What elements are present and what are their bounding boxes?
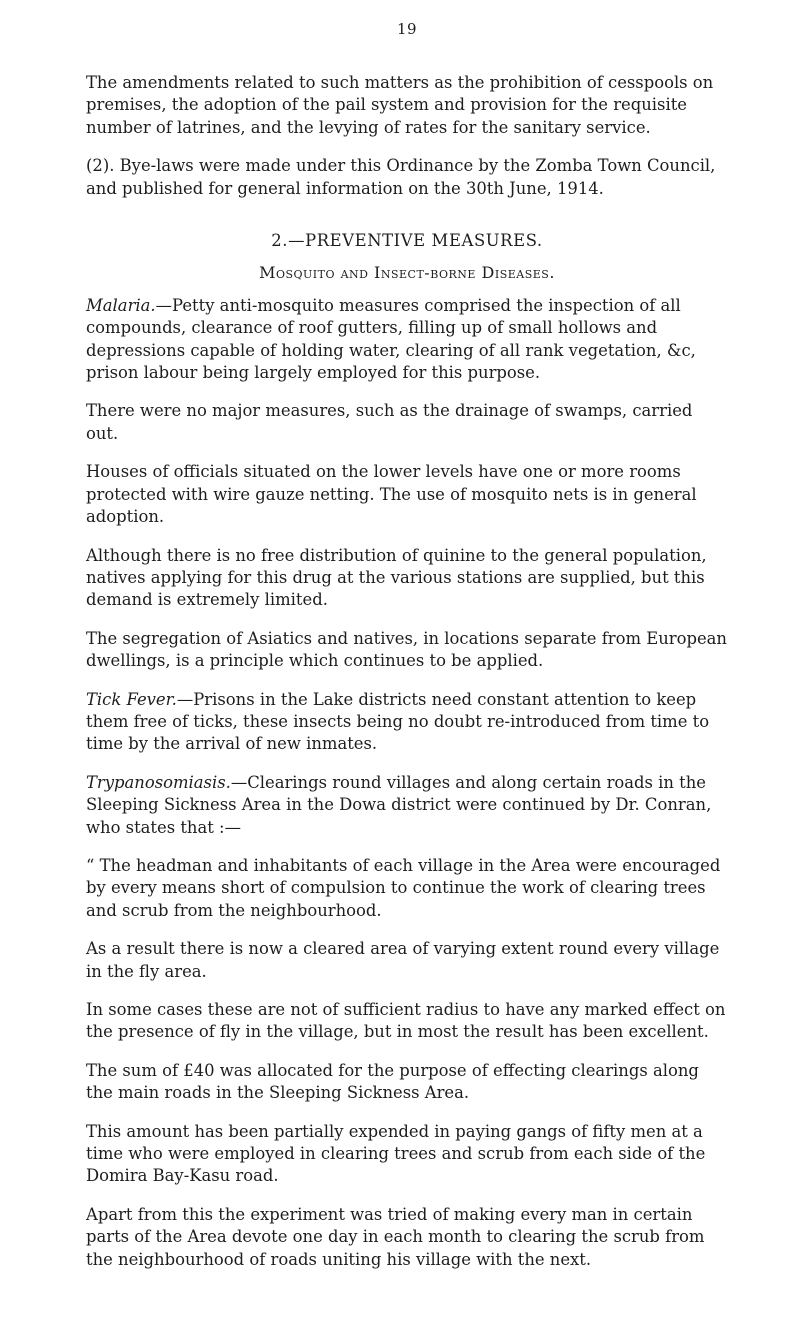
paragraph-amendments: The amendments related to such matters as the prohibition of cesspools on premises, the adoption of the pail system and provision for the requisite number of latrines, and the levying of rates for the sanitary service. <box>86 73 714 137</box>
paragraph-quinine: Although there is no free distribution of quinine to the general population, natives applying for this drug at the various stations are supplied, but this demand is extremely limited. <box>86 545 707 610</box>
paragraph-segregation: The segregation of Asiatics and natives, in locations separate from European dwellings, is a principle which continues to be applied. <box>86 628 727 671</box>
paragraph-tick-fever <box>86 689 728 756</box>
paragraph-major-measures: There were no major measures, such as the drainage of swamps, carried out. <box>86 401 693 443</box>
paragraph-bye-laws: (2). Bye-laws were made under this Ordinance by the Zomba Town Council, and published for general information on the 30th June, 1914. <box>86 156 716 198</box>
paragraph-experiment: Apart from this the experiment was tried of making every man in certain parts of the Area devote one day in each month to clearing the scrub from the neighbourhood of roads uniting his village with the next. <box>86 1204 705 1269</box>
malaria-text: —Petty anti-mosquito measures comprised the inspection of all compounds, clearance of roof gutters, filling up of small hollows and depressions capable of holding water, clearing of all rank vegetation, &c, prison labour being largely employed for this purpose. <box>86 295 696 383</box>
tick-fever-lead: Tick Fever. <box>86 689 177 709</box>
sub-heading: Mosquito and Insect-borne Diseases. <box>259 263 555 283</box>
page-number: 19 <box>396 20 418 38</box>
document-body <box>86 72 728 1287</box>
paragraph-gangs: This amount has been partially expended in paying gangs of fifty men at a time who were employed in clearing trees and scrub from each side of the Domira Bay-Kasu road. <box>86 1121 706 1186</box>
paragraph-quote-headman: “ The headman and inhabitants of each village in the Area were encouraged by every means short of compulsion to continue the work of clearing trees and scrub from the neighbourhood. <box>86 855 721 920</box>
paragraph-trypanosomiasis <box>86 772 728 839</box>
tick-fever-text: —Prisons in the Lake districts need constant attention to keep them free of ticks, these insects being no doubt re-introduced from time to time by the arrival of new inmates. <box>86 689 710 754</box>
section-heading: 2.—PREVENTIVE MEASURES. <box>271 231 543 251</box>
trypanosomiasis-text: —Clearings round villages and along certain roads in the Sleeping Sickness Area in the Dowa district were continued by Dr. Conran, who states that :— <box>86 772 712 837</box>
malaria-lead: Malaria. <box>86 295 156 315</box>
trypanosomiasis-lead: Trypanosomiasis. <box>86 772 231 792</box>
paragraph-sum-allocated: The sum of £40 was allocated for the purpose of effecting clearings along the main roads in the Sleeping Sickness Area. <box>86 1060 699 1103</box>
paragraph-malaria <box>86 295 728 385</box>
paragraph-cleared-area: As a result there is now a cleared area of varying extent round every village in the fly area. <box>86 939 720 981</box>
paragraph-radius: In some cases these are not of sufficient radius to have any marked effect on the presence of fly in the village, but in most the result has been excellent. <box>86 1000 726 1042</box>
paragraph-houses: Houses of officials situated on the lower levels have one or more rooms protected with wire gauze netting. The use of mosquito nets is in general adoption. <box>86 462 697 527</box>
